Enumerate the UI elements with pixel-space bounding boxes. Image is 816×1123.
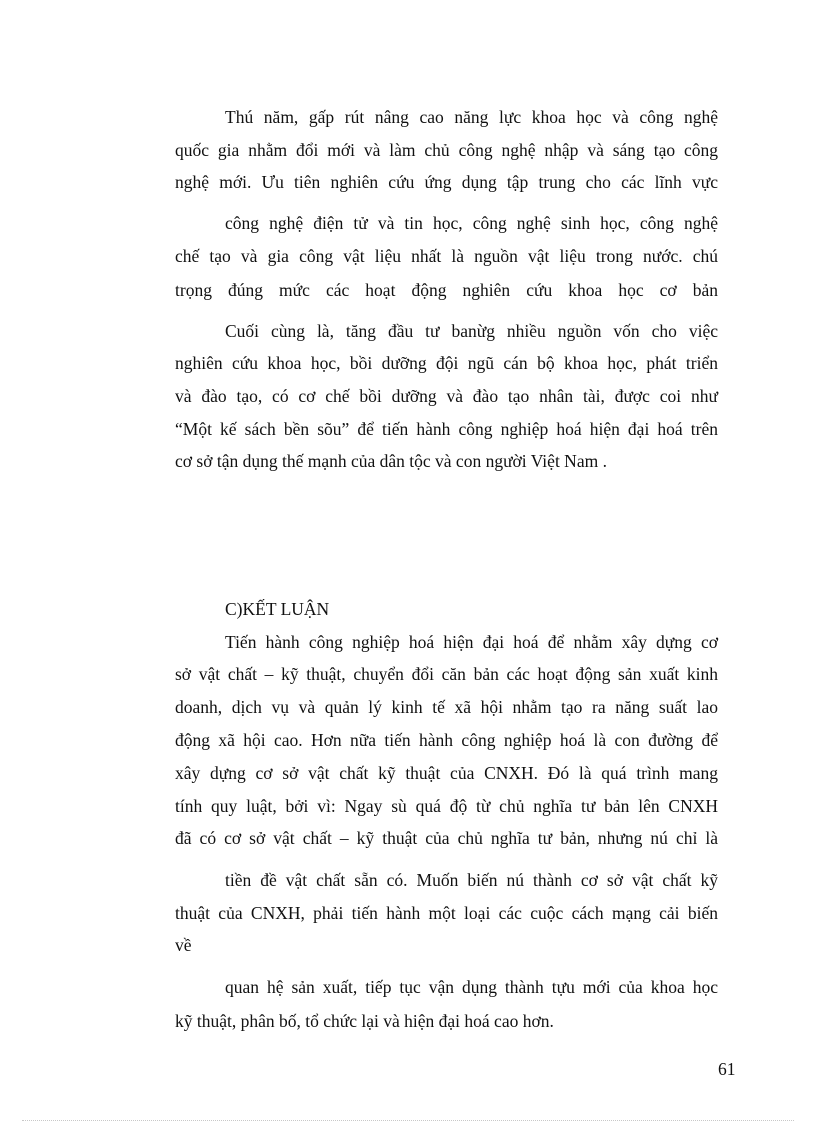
page-number: 61: [718, 1059, 736, 1079]
paragraph-4-line-5: xây dựng cơ sở vật chất kỹ thuật của CNXH. Đó là quá trình mang: [175, 763, 718, 783]
paragraph-3-line-3: và đào tạo, có cơ chế bồi dưỡng và đào tạo nhân tài, được coi như: [175, 386, 718, 406]
paragraph-4-line-6: tính quy luật, bởi vì: Ngay sù quá độ từ chủ nghĩa tư bản lên CNXH: [175, 796, 718, 816]
paragraph-6-line-1: quan hệ sản xuất, tiếp tục vận dụng thành tựu mới của khoa học: [225, 977, 718, 997]
paragraph-4-line-1: Tiến hành công nghiệp hoá hiện đại hoá để nhằm xây dựng cơ: [225, 632, 718, 652]
paragraph-4-line-7: đã có cơ sở vật chất – kỹ thuật của chủ nghĩa tư bản, nhưng nú chỉ là: [175, 828, 718, 848]
paragraph-5-line-1: tiền đề vật chất sẵn có. Muốn biến nú thành cơ sở vật chất kỹ: [225, 870, 718, 890]
paragraph-4-line-2: sở vật chất – kỹ thuật, chuyển đổi căn bản các hoạt động sản xuất kinh: [175, 664, 718, 684]
footer-rule: [22, 1120, 794, 1121]
paragraph-4-line-3: doanh, dịch vụ và quản lý kinh tế xã hội nhằm tạo ra năng suất lao: [175, 697, 718, 717]
paragraph-5-line-3: về: [175, 935, 192, 955]
paragraph-3-line-4: “Một kế sách bền sõu” để tiến hành công nghiệp hoá hiện đại hoá trên: [175, 419, 718, 439]
paragraph-3-line-1: Cuối cùng là, tăng đầu tư banừg nhiều nguồn vốn cho việc: [225, 321, 718, 341]
section-heading: C)KẾT LUẬN: [225, 599, 330, 619]
paragraph-1-line-2: quốc gia nhằm đổi mới và làm chủ công nghệ nhập và sáng tạo công: [175, 140, 718, 160]
paragraph-2-line-1: công nghệ điện tử và tin học, công nghệ sinh học, công nghệ: [225, 213, 718, 233]
paragraph-2-line-3: trọng đúng mức các hoạt động nghiên cứu khoa học cơ bản: [175, 280, 718, 300]
paragraph-3-line-5: cơ sở tận dụng thế mạnh của dân tộc và con người Việt Nam .: [175, 451, 607, 471]
paragraph-1-line-1: Thú năm, gấp rút nâng cao năng lực khoa học và công nghệ: [225, 107, 718, 127]
paragraph-1-line-3: nghệ mới. Ưu tiên nghiên cứu ứng dụng tập trung cho các lĩnh vực: [175, 172, 718, 192]
paragraph-6-line-2: kỹ thuật, phân bố, tổ chức lại và hiện đại hoá cao hơn.: [175, 1011, 554, 1031]
paragraph-5-line-2: thuật của CNXH, phải tiến hành một loại các cuộc cách mạng cải biến: [175, 903, 718, 923]
paragraph-2-line-2: chế tạo và gia công vật liệu nhất là nguồn vật liệu trong nước. chú: [175, 246, 718, 266]
paragraph-3-line-2: nghiên cứu khoa học, bồi dưỡng đội ngũ cán bộ khoa học, phát triển: [175, 353, 718, 373]
paragraph-4-line-4: động xã hội cao. Hơn nữa tiến hành công nghiệp hoá là con đường để: [175, 730, 718, 750]
